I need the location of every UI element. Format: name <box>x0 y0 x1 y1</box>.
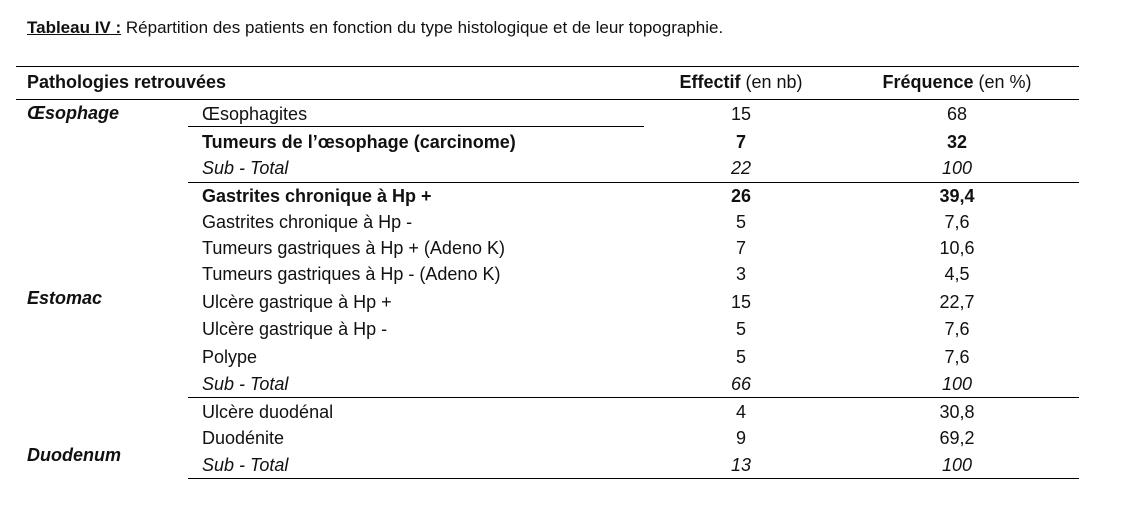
row-label: Œsophagites <box>202 104 308 124</box>
row-effectif: 7 <box>735 132 746 152</box>
rule-bottom <box>188 478 1079 479</box>
row-effectif: 5 <box>735 212 746 232</box>
header-effectif <box>668 69 814 95</box>
row-label: Sub - Total <box>202 158 289 178</box>
row-effectif: 26 <box>730 186 752 206</box>
group-estomac: Estomac <box>27 288 103 308</box>
row-effectif: 66 <box>730 374 752 394</box>
row-effectif: 5 <box>735 347 746 367</box>
row-effectif: 4 <box>735 402 746 422</box>
row-effectif: 3 <box>735 264 746 284</box>
row-frequence: 7,6 <box>944 212 970 232</box>
header-frequence-unit: (en %) <box>973 72 1032 92</box>
row-frequence: 100 <box>941 158 973 178</box>
row-frequence: 7,6 <box>944 347 970 367</box>
row-frequence: 100 <box>941 455 973 475</box>
row-effectif: 15 <box>730 292 752 312</box>
header-effectif-unit: (en nb) <box>740 72 803 92</box>
row-label: Ulcère gastrique à Hp - <box>202 319 388 339</box>
row-frequence: 22,7 <box>939 292 975 312</box>
rule-header <box>16 99 1079 100</box>
row-label: Polype <box>202 347 258 367</box>
row-label: Tumeurs de l’œsophage (carcinome) <box>202 132 516 152</box>
row-effectif: 22 <box>730 158 752 178</box>
row-frequence: 4,5 <box>944 264 970 284</box>
row-frequence: 30,8 <box>939 402 975 422</box>
caption-text: Répartition des patients en fonction du type histologique et de leur topographie. <box>121 18 724 37</box>
group-oesophage: Œsophage <box>27 103 120 123</box>
table-caption <box>27 18 723 38</box>
header-frequence <box>858 69 1056 95</box>
row-label: Tumeurs gastriques à Hp + (Adeno K) <box>202 238 505 258</box>
row-frequence: 32 <box>946 132 968 152</box>
row-frequence: 39,4 <box>939 186 975 206</box>
caption-label: Tableau IV : <box>27 18 122 37</box>
row-frequence: 100 <box>941 374 973 394</box>
row-effectif: 9 <box>735 428 746 448</box>
header-pathologies: Pathologies retrouvées <box>27 72 227 92</box>
row-label: Gastrites chronique à Hp - <box>202 212 413 232</box>
row-frequence: 10,6 <box>939 238 975 258</box>
row-frequence: 68 <box>946 104 968 124</box>
header-frequence-label: Fréquence <box>882 72 974 92</box>
row-label: Gastrites chronique à Hp + <box>202 186 432 206</box>
row-label: Ulcère gastrique à Hp + <box>202 292 392 312</box>
row-frequence: 69,2 <box>939 428 975 448</box>
header-effectif-label: Effectif <box>679 72 741 92</box>
row-effectif: 7 <box>735 238 746 258</box>
row-label: Sub - Total <box>202 455 289 475</box>
row-label: Tumeurs gastriques à Hp - (Adeno K) <box>202 264 501 284</box>
group-duodenum: Duodenum <box>27 445 121 465</box>
row-effectif: 15 <box>730 104 752 124</box>
row-label: Duodénite <box>202 428 285 448</box>
row-effectif: 13 <box>730 455 752 475</box>
row-frequence: 7,6 <box>944 319 970 339</box>
row-label: Sub - Total <box>202 374 289 394</box>
rule-estomac-end <box>188 397 1079 398</box>
row-effectif: 5 <box>735 319 746 339</box>
rule-top <box>16 66 1079 67</box>
row-label: Ulcère duodénal <box>202 402 334 422</box>
